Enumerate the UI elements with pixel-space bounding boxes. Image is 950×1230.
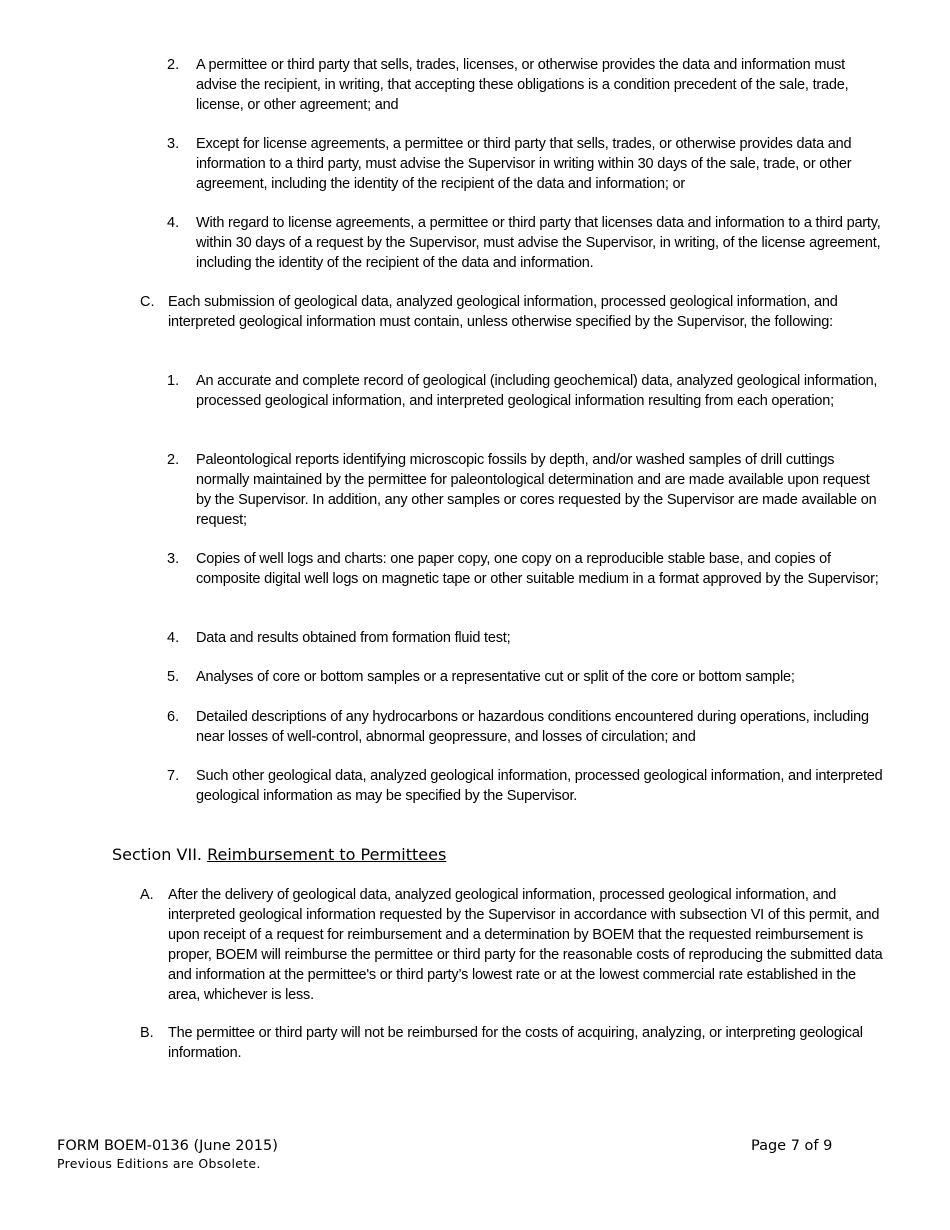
list-marker: 7. [167,768,180,784]
list-marker: 1. [167,373,180,389]
list-marker: 3. [167,136,180,152]
list-item: With regard to license agreements, a permittee or third party that licenses data and information to a third party, within 30 days of a request by the Supervisor, must advise the Supervisor, in writing, of the license agreement, including the identity of the recipient of the data and information. [196,215,881,271]
list-item: Except for license agreements, a permittee or third party that sells, trades, or otherwise provides data and information to a third party, must advise the Supervisor in writing within 30 days of the sale, trade, or other agreement, including the identity of the recipient of the data and information; or [196,136,852,192]
list-item: Data and results obtained from formation fluid test; [196,630,511,646]
form-number: FORM BOEM-0136 (June 2015) [57,1138,278,1154]
list-item: An accurate and complete record of geological (including geochemical) data, analyzed geological information, processed geological information, and interpreted geological information resulting from each operation; [196,373,878,409]
list-item: A permittee or third party that sells, trades, licenses, or otherwise provides the data and information must advise the recipient, in writing, that accepting these obligations is a condition precedent of the sale, trade, license, or other agreement; and [196,57,849,113]
list-marker: 6. [167,709,180,725]
list-item: Copies of well logs and charts: one paper copy, one copy on a reproducible stable base, and copies of composite digital well logs on magnetic tape or other suitable medium in a format approved by the Supervisor; [196,551,879,587]
list-item: The permittee or third party will not be reimbursed for the costs of acquiring, analyzing, or interpreting geological information. [168,1025,863,1061]
list-item: Such other geological data, analyzed geological information, processed geological information, and interpreted geological information as may be specified by the Supervisor. [196,768,883,804]
list-marker: B. [140,1025,154,1041]
section-heading [112,845,446,865]
list-item: After the delivery of geological data, analyzed geological information, processed geological information, and interpreted geological information requested by the Supervisor in accordance with subsection VI of this permit, and upon receipt of a request for reimbursement and a determination by BOEM that the requested reimbursement is proper, BOEM will reimburse the permittee or third party for the reasonable costs of reproducing the submitted data and information at the permittee's or third party’s lowest rate or at the lowest commercial rate established in the area, whichever is less. [168,887,883,1003]
list-marker: 2. [167,452,180,468]
list-marker: 5. [167,669,180,685]
section-title: Reimbursement to Permittees [207,845,447,864]
list-item: Paleontological reports identifying microscopic fossils by depth, and/or washed samples of drill cuttings normally maintained by the permittee for paleontological determination and are made available upon request by the Supervisor. In addition, any other samples or cores requested by the Supervisor are made available on request; [196,452,877,528]
list-marker: 4. [167,215,180,231]
list-marker: 4. [167,630,180,646]
list-marker: 3. [167,551,180,567]
list-item: Detailed descriptions of any hydrocarbons or hazardous conditions encountered during operations, including near losses of well-control, abnormal geopressure, and losses of circulation; and [196,709,869,745]
page-number: Page 7 of 9 [751,1138,833,1154]
list-item: Analyses of core or bottom samples or a representative cut or split of the core or bottom sample; [196,669,795,685]
editions-note: Previous Editions are Obsolete. [57,1156,261,1171]
section-marker: C. [140,294,155,310]
list-marker: A. [140,887,154,903]
section-c-paragraph: Each submission of geological data, analyzed geological information, processed geological information, and interpreted geological information must contain, unless otherwise specified by the Supervisor, the following: [168,294,838,330]
list-marker: 2. [167,57,180,73]
footer-form-info [57,1137,278,1173]
section-label: Section VII. [112,845,202,864]
